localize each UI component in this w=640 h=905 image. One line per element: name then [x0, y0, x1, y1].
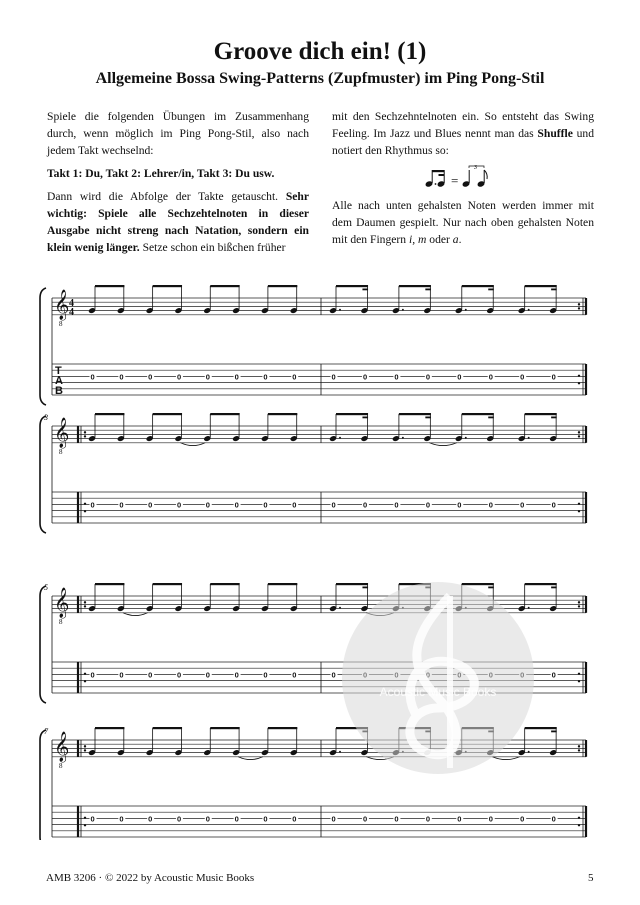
beam [153, 285, 182, 287]
time-signature-top: 4 [69, 298, 74, 309]
tab-fret-number: 0 [551, 500, 556, 510]
triplet-number: 3 [474, 165, 477, 171]
swap-text: Dann wird die Abfolge der Takte getauscht. [47, 190, 279, 203]
repeat-dot [578, 749, 580, 751]
tab-fret-number: 0 [551, 814, 556, 824]
beam [399, 413, 431, 415]
period: . [458, 233, 462, 246]
swing-text: mit den Sechzehntelnoten ein. So entsteht das Swing Feeling. Im Jazz und Blues nennt man das [332, 110, 594, 140]
tab-fret-number: 0 [234, 500, 239, 510]
clef-octave-8: 8 [59, 762, 63, 770]
tab-fret-number: 0 [425, 372, 431, 382]
tab-fret-number: 0 [394, 814, 399, 824]
repeat-dot [84, 510, 86, 512]
sixteenth-beam [425, 289, 431, 291]
tab-fret-number: 0 [176, 670, 182, 680]
sixteenth-beam [551, 417, 557, 419]
tab-fret-number: 0 [234, 670, 239, 680]
tab-fret-number: 0 [90, 814, 95, 824]
thumb-fingers-paragraph [332, 197, 594, 248]
repeat-dot [578, 307, 580, 309]
important-note: Sehr wichtig: Spiele alle Sechzehtelnoten in dieser Ausgabe nicht streng nach Natation, sondern ein klein wenig länger. [47, 190, 309, 254]
augmentation-dot [402, 437, 404, 439]
ping-pong-instruction [47, 165, 309, 182]
tab-fret-number: 0 [551, 670, 556, 680]
tab-fret-number: 0 [292, 372, 297, 382]
tab-fret-number: 0 [457, 814, 462, 824]
treble-clef-icon: 𝄞 [54, 588, 70, 618]
repeat-dot [578, 605, 580, 607]
beam [153, 413, 182, 415]
system-bracket [40, 416, 46, 533]
repeat-dot [578, 745, 580, 747]
tab-fret-number: 0 [263, 372, 268, 382]
page-subtitle: Allgemeine Bossa Swing-Patterns (Zupfmuster) im Ping Pong-Stil [95, 70, 545, 87]
tab-letter: A [55, 375, 63, 387]
tab-fret-number: 0 [205, 814, 210, 824]
augmentation-dot [528, 309, 530, 311]
sixteenth-beam [551, 289, 557, 291]
rhythm-symbol [423, 165, 503, 189]
tab-fret-number: 0 [148, 372, 153, 382]
tab-fret-number: 0 [205, 500, 210, 510]
beam [95, 413, 124, 415]
tab-fret-number: 0 [488, 500, 493, 510]
tab-fret-number: 0 [394, 500, 399, 510]
tab-fret-number: 0 [425, 500, 431, 510]
repeat-dot [84, 605, 86, 607]
music-score [0, 280, 640, 840]
tab-fret-number: 0 [488, 372, 493, 382]
beam [268, 727, 297, 729]
repeat-dot [578, 431, 580, 433]
tab-fret-number: 0 [331, 670, 336, 680]
repeat-dot [84, 601, 86, 603]
repeat-dot [84, 817, 86, 819]
augmentation-dot [339, 309, 341, 311]
tab-fret-number: 0 [457, 500, 462, 510]
page-title: Groove dich ein! (1) [213, 38, 427, 65]
beam [153, 727, 182, 729]
tab-fret-number: 0 [520, 372, 525, 382]
beam [95, 285, 124, 287]
repeat-dot [84, 749, 86, 751]
repeat-dot [84, 431, 86, 433]
repeat-dot [84, 824, 86, 826]
augmentation-dot [465, 309, 467, 311]
repeat-dot [578, 824, 580, 826]
system-bracket [40, 288, 46, 405]
tab-fret-number: 0 [148, 500, 153, 510]
tab-fret-number: 0 [119, 372, 124, 382]
footer-copyright: AMB 3206 · © 2022 by Acoustic Music Books [46, 872, 255, 884]
sixteenth-beam [425, 417, 431, 419]
repeat-dot [84, 680, 86, 682]
tab-fret-number: 0 [263, 814, 268, 824]
shuffle-paragraph [332, 108, 594, 159]
beam [210, 285, 239, 287]
system-bracket [40, 586, 46, 703]
tab-letter: T [55, 365, 62, 377]
oder-text: oder [429, 233, 450, 246]
sixteenth-beam [488, 289, 494, 291]
sixteenth-beam [551, 587, 557, 589]
text-column-left [47, 108, 309, 262]
shuffle-term: Shuffle [537, 127, 573, 140]
measure-number: 3 [44, 413, 48, 422]
intro-paragraph: Spiele die folgenden Übungen im Zusammenhang durch, wenn möglich im Ping Pong-Stil, also nach jedem Takt wechselnd: [47, 110, 309, 157]
treble-clef-icon: 𝄞 [54, 290, 70, 320]
beam [336, 285, 368, 287]
beam [525, 413, 557, 415]
text-column-right [332, 108, 594, 254]
repeat-dot [84, 745, 86, 747]
tab-fret-number: 0 [148, 670, 153, 680]
augmentation-dot [339, 437, 341, 439]
tab-fret-number: 0 [176, 372, 182, 382]
beam [399, 285, 431, 287]
equals-sign: = [451, 173, 459, 188]
tab-fret-number: 0 [292, 500, 297, 510]
page-number: 5 [588, 872, 594, 884]
system-bracket [40, 730, 46, 840]
repeat-dot [578, 510, 580, 512]
tab-fret-number: 0 [90, 500, 95, 510]
beam [462, 413, 494, 415]
tab-fret-number: 0 [457, 372, 462, 382]
finger-a: a [452, 233, 459, 246]
sixteenth-beam [362, 289, 368, 291]
tab-letter: B [55, 385, 63, 397]
sixteenth-beam [362, 417, 368, 419]
tab-fret-number: 0 [425, 814, 431, 824]
tab-fret-number: 0 [520, 500, 525, 510]
repeat-dot [578, 503, 580, 505]
clef-octave-8: 8 [59, 320, 63, 328]
tab-fret-number: 0 [234, 814, 239, 824]
repeat-dot [578, 680, 580, 682]
tab-fret-number: 0 [176, 500, 182, 510]
tab-fret-number: 0 [263, 670, 268, 680]
repeat-dot [578, 817, 580, 819]
beam [210, 727, 239, 729]
repeat-dot [578, 375, 580, 377]
tab-fret-number: 0 [394, 372, 399, 382]
beam [95, 727, 124, 729]
beam [268, 413, 297, 415]
tab-fret-number: 0 [362, 500, 368, 510]
tab-fret-number: 0 [362, 814, 368, 824]
tab-fret-number: 0 [362, 372, 368, 382]
watermark-text: Acoustic Music Books [379, 685, 497, 699]
beam [525, 285, 557, 287]
tab-fret-number: 0 [292, 814, 297, 824]
time-signature-bottom: 4 [69, 307, 74, 318]
tab-fret-number: 0 [331, 372, 336, 382]
repeat-dot [84, 435, 86, 437]
tab-fret-number: 0 [119, 670, 124, 680]
thumb-text: Alle nach unten gehalsten Noten werden immer mit dem Daumen gespielt. Nur nach oben gehalsten Noten mit den Fingern [332, 199, 594, 246]
augmentation-dot [465, 437, 467, 439]
watermark-logo [338, 578, 538, 778]
tab-fret-number: 0 [520, 814, 525, 824]
treble-clef-icon: 𝄞 [54, 418, 70, 448]
clef-octave-8: 8 [59, 618, 63, 626]
measure-number: 5 [44, 583, 48, 592]
repeat-dot [84, 503, 86, 505]
finger-i-m: i, m [408, 233, 427, 246]
takt-order-text: Takt 1: Du, Takt 2: Lehrer/in, Takt 3: Du usw. [47, 167, 275, 180]
beam [210, 583, 239, 585]
swap-paragraph [47, 188, 309, 256]
tab-fret-number: 0 [148, 814, 153, 824]
tab-fret-number: 0 [119, 500, 124, 510]
sixteenth-beam [551, 731, 557, 733]
repeat-dot [84, 673, 86, 675]
tab-fret-number: 0 [119, 814, 124, 824]
tab-fret-number: 0 [551, 372, 556, 382]
beam [153, 583, 182, 585]
repeat-dot [578, 303, 580, 305]
beam [462, 285, 494, 287]
tab-fret-number: 0 [331, 814, 336, 824]
continuation-text: Setze schon ein bißchen früher [142, 241, 286, 254]
sixteenth-beam [488, 417, 494, 419]
beam [268, 583, 297, 585]
notation-text: und notiert den Rhythmus so: [332, 127, 594, 157]
tab-fret-number: 0 [292, 670, 297, 680]
tab-fret-number: 0 [205, 670, 210, 680]
augmentation-dot [528, 437, 530, 439]
shuffle-rhythm-notation [332, 165, 594, 189]
beam [95, 583, 124, 585]
clef-octave-8: 8 [59, 448, 63, 456]
treble-clef-icon: 𝄞 [54, 732, 70, 762]
repeat-dot [578, 601, 580, 603]
augmentation-dot [402, 309, 404, 311]
tab-fret-number: 0 [488, 814, 493, 824]
beam [268, 285, 297, 287]
tab-fret-number: 0 [263, 500, 268, 510]
tab-fret-number: 0 [331, 500, 336, 510]
repeat-dot [578, 382, 580, 384]
beam [336, 413, 368, 415]
tab-fret-number: 0 [90, 372, 95, 382]
tab-fret-number: 0 [176, 814, 182, 824]
tab-fret-number: 0 [234, 372, 239, 382]
tab-fret-number: 0 [90, 670, 95, 680]
repeat-dot [578, 673, 580, 675]
beam [210, 413, 239, 415]
measure-number: 7 [44, 727, 48, 736]
repeat-dot [578, 435, 580, 437]
tab-fret-number: 0 [205, 372, 210, 382]
